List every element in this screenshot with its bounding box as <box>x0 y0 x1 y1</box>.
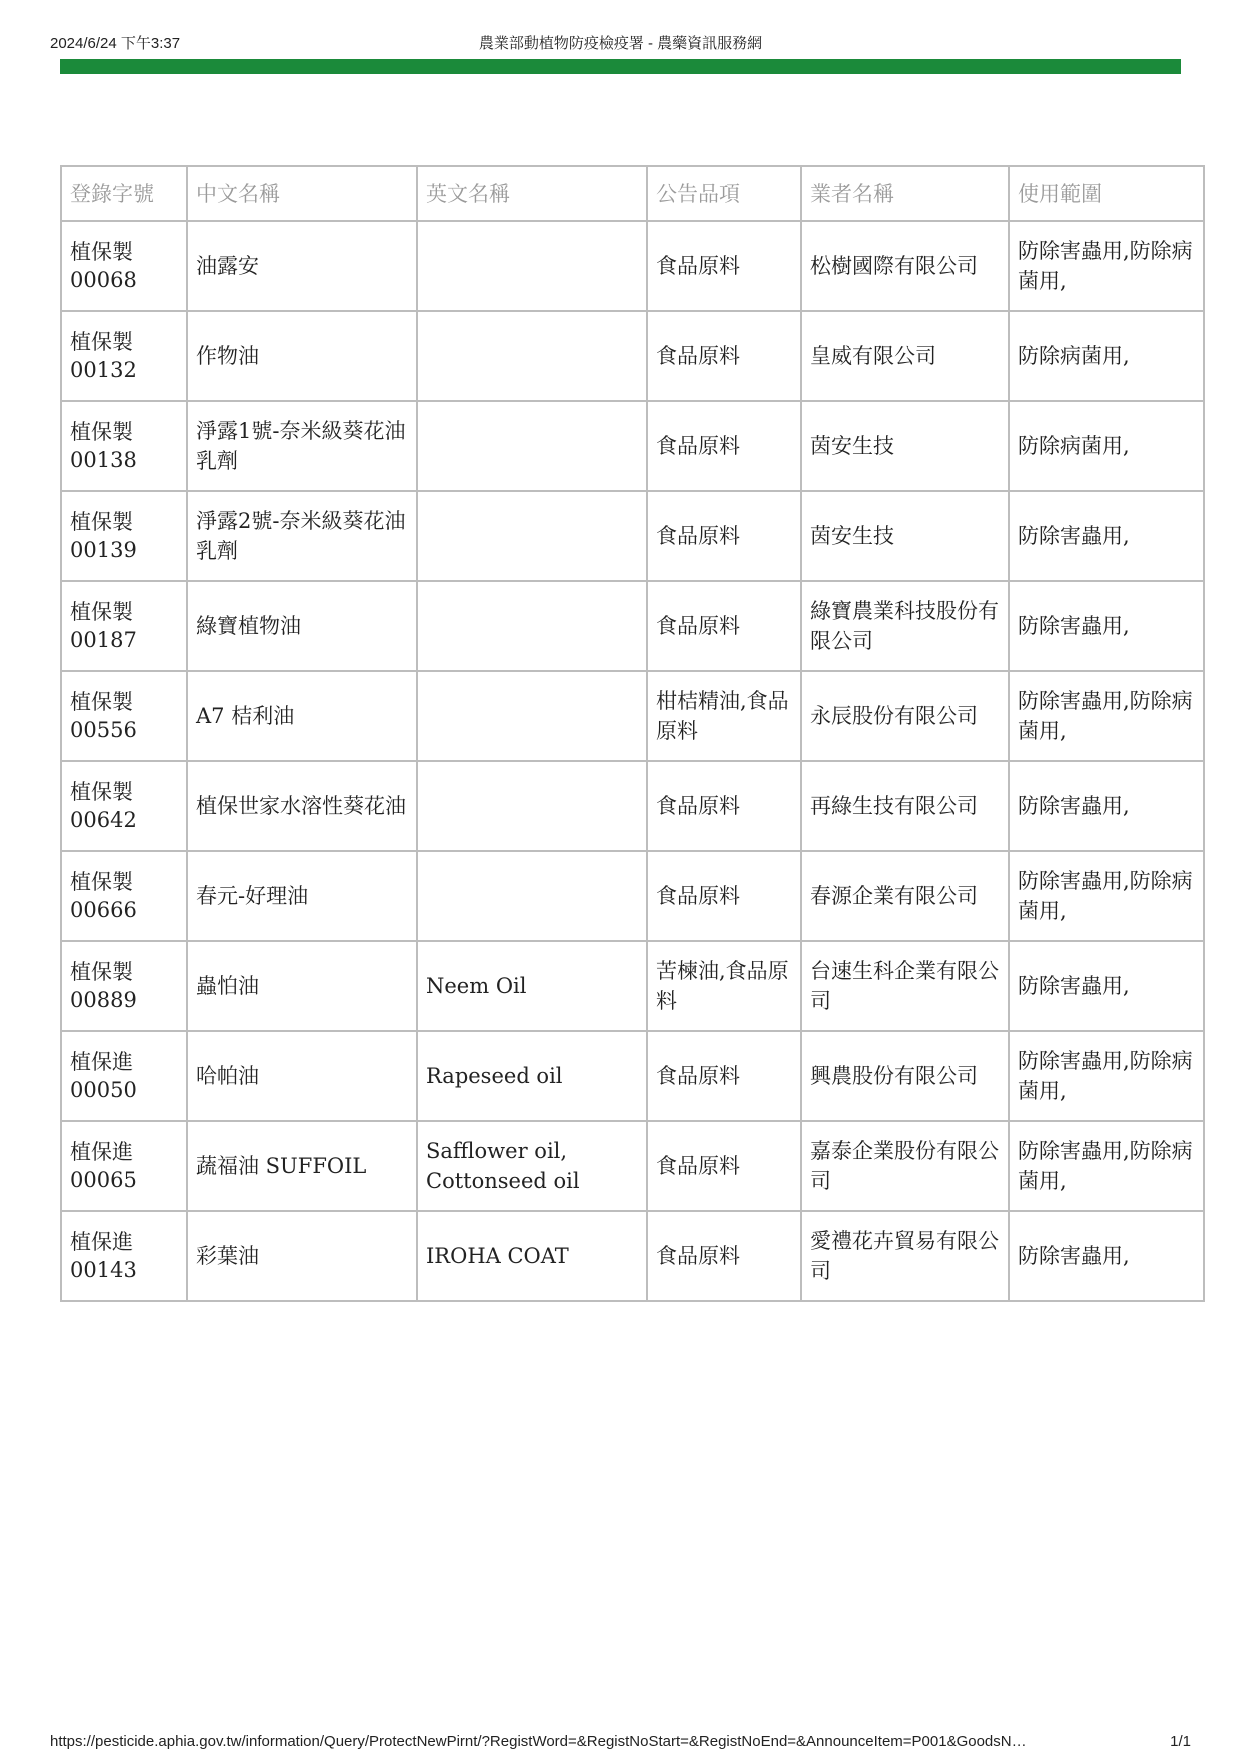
reg-prefix: 植保製 <box>70 330 133 354</box>
print-page-title: 農業部動植物防疫檢疫署 - 農藥資訊服務網 <box>478 35 763 52</box>
reg-number: 00187 <box>70 628 137 652</box>
cell-company: 春源企業有限公司 <box>801 851 1009 941</box>
reg-prefix: 植保進 <box>70 1140 133 1164</box>
reg-prefix: 植保製 <box>70 240 133 264</box>
cell-company: 再綠生技有限公司 <box>801 761 1009 851</box>
cell-usage: 防除害蟲用, <box>1009 491 1204 581</box>
column-header-english-name: 英文名稱 <box>417 166 647 221</box>
cell-english-name <box>417 671 647 761</box>
cell-reg-no <box>61 851 187 941</box>
reg-prefix: 植保進 <box>70 1230 133 1254</box>
table-row <box>61 941 1204 1031</box>
cell-chinese-name: 蔬福油 SUFFOIL <box>187 1121 417 1211</box>
table-row <box>61 311 1204 401</box>
reg-number: 00143 <box>70 1258 137 1282</box>
reg-prefix: 植保製 <box>70 780 133 804</box>
print-datetime: 2024/6/24 下午3:37 <box>50 35 181 52</box>
cell-english-name <box>417 761 647 851</box>
table-row <box>61 671 1204 761</box>
table-row <box>61 1211 1204 1301</box>
reg-number: 00068 <box>70 268 137 292</box>
cell-english-name <box>417 311 647 401</box>
cell-announced-item: 食品原料 <box>647 581 801 671</box>
table-row <box>61 401 1204 491</box>
cell-usage: 防除害蟲用, <box>1009 1211 1204 1301</box>
cell-reg-no <box>61 311 187 401</box>
cell-english-name <box>417 851 647 941</box>
cell-usage: 防除病菌用, <box>1009 311 1204 401</box>
cell-announced-item: 食品原料 <box>647 311 801 401</box>
table-row <box>61 221 1204 311</box>
cell-announced-item: 食品原料 <box>647 761 801 851</box>
cell-reg-no <box>61 491 187 581</box>
cell-usage: 防除害蟲用,防除病菌用, <box>1009 221 1204 311</box>
cell-reg-no <box>61 671 187 761</box>
reg-prefix: 植保製 <box>70 600 133 624</box>
reg-prefix: 植保製 <box>70 690 133 714</box>
cell-announced-item: 食品原料 <box>647 401 801 491</box>
cell-english-name: Safflower oil, Cottonseed oil <box>417 1121 647 1211</box>
results-table-container <box>60 165 1193 1302</box>
table-row <box>61 491 1204 581</box>
cell-reg-no <box>61 761 187 851</box>
cell-usage: 防除害蟲用, <box>1009 941 1204 1031</box>
cell-announced-item: 食品原料 <box>647 1031 801 1121</box>
cell-company: 愛禮花卉貿易有限公司 <box>801 1211 1009 1301</box>
cell-usage: 防除害蟲用,防除病菌用, <box>1009 1031 1204 1121</box>
cell-company: 興農股份有限公司 <box>801 1031 1009 1121</box>
cell-announced-item: 食品原料 <box>647 851 801 941</box>
cell-announced-item: 食品原料 <box>647 1211 801 1301</box>
reg-number: 00138 <box>70 448 137 472</box>
print-footer <box>50 1733 1191 1753</box>
cell-company: 綠寶農業科技股份有限公司 <box>801 581 1009 671</box>
table-body <box>61 221 1204 1301</box>
print-page-number: 1/1 <box>1170 1733 1191 1750</box>
reg-number: 00556 <box>70 718 137 742</box>
cell-chinese-name: 淨露1號-奈米級葵花油乳劑 <box>187 401 417 491</box>
cell-announced-item: 食品原料 <box>647 221 801 311</box>
cell-english-name <box>417 401 647 491</box>
cell-chinese-name: 彩葉油 <box>187 1211 417 1301</box>
cell-chinese-name: 哈帕油 <box>187 1031 417 1121</box>
cell-english-name <box>417 491 647 581</box>
cell-english-name <box>417 581 647 671</box>
cell-chinese-name: 油露安 <box>187 221 417 311</box>
reg-number: 00065 <box>70 1168 137 1192</box>
cell-company: 嘉泰企業股份有限公司 <box>801 1121 1009 1211</box>
reg-prefix: 植保製 <box>70 960 133 984</box>
cell-chinese-name: 淨露2號-奈米級葵花油乳劑 <box>187 491 417 581</box>
cell-english-name: Rapeseed oil <box>417 1031 647 1121</box>
cell-chinese-name: 綠寶植物油 <box>187 581 417 671</box>
cell-reg-no <box>61 581 187 671</box>
table-header-row <box>61 166 1204 221</box>
cell-company: 皇威有限公司 <box>801 311 1009 401</box>
cell-announced-item: 食品原料 <box>647 1121 801 1211</box>
table-row <box>61 851 1204 941</box>
cell-reg-no <box>61 1031 187 1121</box>
table-row <box>61 1121 1204 1211</box>
cell-company: 台速生科企業有限公司 <box>801 941 1009 1031</box>
cell-company: 茵安生技 <box>801 491 1009 581</box>
cell-usage: 防除害蟲用,防除病菌用, <box>1009 851 1204 941</box>
cell-english-name: IROHA COAT <box>417 1211 647 1301</box>
column-header-announced-item: 公告品項 <box>647 166 801 221</box>
cell-usage: 防除害蟲用,防除病菌用, <box>1009 671 1204 761</box>
reg-prefix: 植保製 <box>70 870 133 894</box>
cell-reg-no <box>61 1211 187 1301</box>
cell-usage: 防除病菌用, <box>1009 401 1204 491</box>
reg-number: 00132 <box>70 358 137 382</box>
cell-company: 永辰股份有限公司 <box>801 671 1009 761</box>
reg-number: 00642 <box>70 808 137 832</box>
cell-reg-no <box>61 221 187 311</box>
print-header <box>50 32 1191 54</box>
column-header-company: 業者名稱 <box>801 166 1009 221</box>
cell-reg-no <box>61 1121 187 1211</box>
reg-number: 00889 <box>70 988 137 1012</box>
reg-prefix: 植保製 <box>70 420 133 444</box>
cell-chinese-name: 蟲怕油 <box>187 941 417 1031</box>
reg-prefix: 植保製 <box>70 510 133 534</box>
cell-announced-item: 苦楝油,食品原料 <box>647 941 801 1031</box>
cell-reg-no <box>61 941 187 1031</box>
column-header-usage: 使用範圍 <box>1009 166 1204 221</box>
brand-accent-bar <box>60 59 1181 74</box>
results-table <box>60 165 1205 1302</box>
cell-english-name: Neem Oil <box>417 941 647 1031</box>
cell-company: 茵安生技 <box>801 401 1009 491</box>
cell-announced-item: 食品原料 <box>647 491 801 581</box>
cell-usage: 防除害蟲用,防除病菌用, <box>1009 1121 1204 1211</box>
cell-reg-no <box>61 401 187 491</box>
cell-english-name <box>417 221 647 311</box>
cell-chinese-name: 作物油 <box>187 311 417 401</box>
table-row <box>61 581 1204 671</box>
cell-chinese-name: 植保世家水溶性葵花油 <box>187 761 417 851</box>
column-header-reg-no: 登錄字號 <box>61 166 187 221</box>
cell-company: 松樹國際有限公司 <box>801 221 1009 311</box>
column-header-chinese-name: 中文名稱 <box>187 166 417 221</box>
cell-announced-item: 柑桔精油,食品原料 <box>647 671 801 761</box>
cell-chinese-name: 春元-好理油 <box>187 851 417 941</box>
reg-number: 00139 <box>70 538 137 562</box>
print-url: https://pesticide.aphia.gov.tw/information/Query/ProtectNewPirnt/?RegistWord=&RegistNoStart=&RegistNoEnd=&AnnounceItem=P001&GoodsN… <box>50 1733 1027 1750</box>
cell-usage: 防除害蟲用, <box>1009 581 1204 671</box>
reg-number: 00050 <box>70 1078 137 1102</box>
cell-chinese-name: A7 桔利油 <box>187 671 417 761</box>
table-row <box>61 761 1204 851</box>
cell-usage: 防除害蟲用, <box>1009 761 1204 851</box>
table-row <box>61 1031 1204 1121</box>
reg-number: 00666 <box>70 898 137 922</box>
reg-prefix: 植保進 <box>70 1050 133 1074</box>
